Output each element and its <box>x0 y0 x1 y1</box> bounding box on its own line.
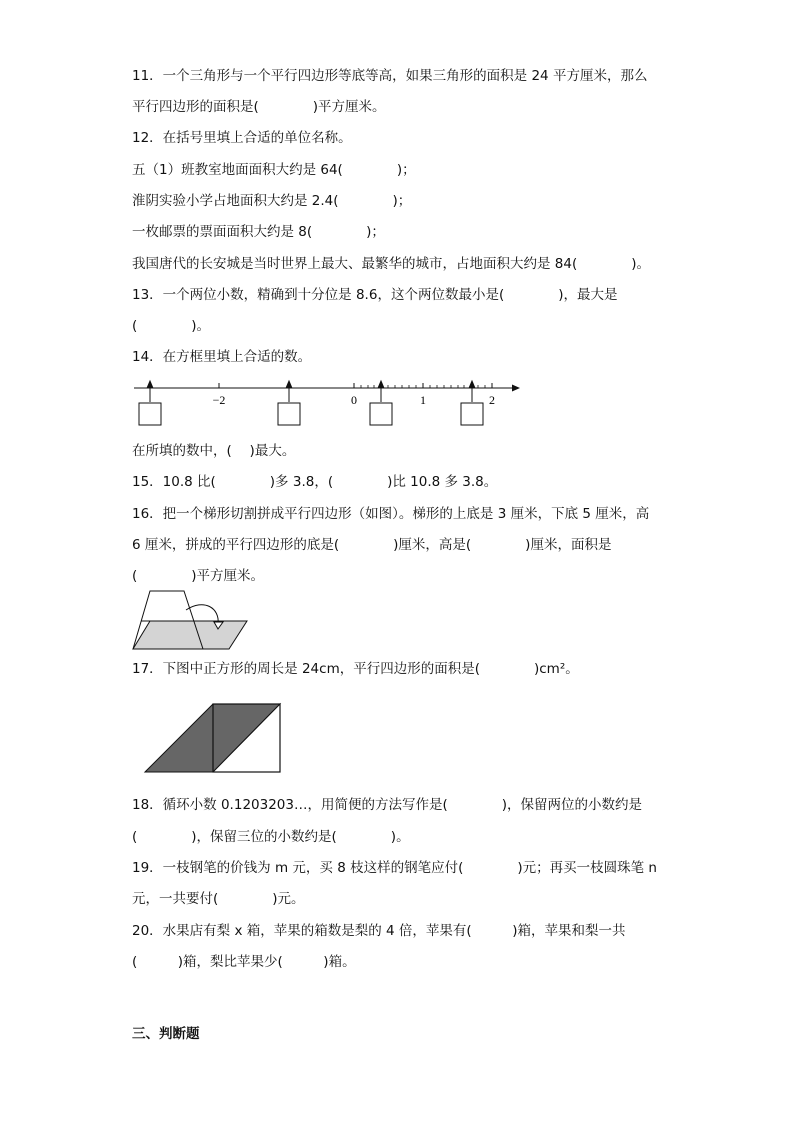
q14-tail: 在所填的数中，( )最大。 <box>132 443 296 459</box>
q11-line-2: 平行四边形的面积是( )平方厘米。 <box>132 99 386 115</box>
q12-item-c: 一枚邮票的票面面积大约是 8( )； <box>132 224 385 240</box>
q20-line-2: ( )箱，梨比苹果少( )箱。 <box>132 954 356 970</box>
q16-line-2: 6 厘米，拼成的平行四边形的底是( )厘米，高是( )厘米，面积是 <box>132 537 612 553</box>
q15-line-1: 15．10.8 比( )多 3.8，( )比 10.8 多 3.8。 <box>132 474 498 490</box>
q18-line-2: ( )，保留三位的小数约是( )。 <box>132 829 410 845</box>
q19-line-1: 19．一枝钢笔的价钱为 m 元，买 8 枝这样的钢笔应付( )元；再买一枝圆珠笔 n <box>132 860 657 876</box>
tick-label-neg2: −2 <box>212 393 226 407</box>
q19-line-2: 元，一共要付( )元。 <box>132 891 305 907</box>
q14-title: 14．在方框里填上合适的数。 <box>132 349 312 365</box>
number-line-arrowhead <box>512 385 520 392</box>
q13-line-1: 13．一个两位小数，精确到十分位是 8.6，这个两位数最小是( )，最大是 <box>132 287 618 303</box>
q16-line-1: 16．把一个梯形切割拼成平行四边形（如图）。梯形的上底是 3 厘米，下底 5 厘米，高 <box>132 506 650 522</box>
q11-line-1: 11．一个三角形与一个平行四边形等底等高，如果三角形的面积是 24 平方厘米，那么 <box>132 68 648 84</box>
parallelogram-shape <box>133 621 247 649</box>
square-parallelogram-figure <box>142 702 284 775</box>
q12-item-b: 淮阴实验小学占地面积大约是 2.4( )； <box>132 193 412 209</box>
q13-line-2: ( )。 <box>132 318 211 334</box>
q17-line-1: 17．下图中正方形的周长是 24cm，平行四边形的面积是( )cm²。 <box>132 661 579 677</box>
q20-line-1: 20．水果店有梨 x 箱，苹果的箱数是梨的 4 倍，苹果有( )箱，苹果和梨一共 <box>132 923 626 939</box>
trapezoid-to-parallelogram-figure <box>130 588 255 652</box>
section-3-heading: 三、判断题 <box>132 1026 200 1042</box>
q12-item-d: 我国唐代的长安城是当时世界上最大、最繁华的城市，占地面积大约是 84( )。 <box>132 256 651 272</box>
q18-line-1: 18．循环小数 0.1203203…，用简便的方法写作是( )，保留两位的小数约是 <box>132 797 643 813</box>
tick-label-0: 0 <box>351 393 357 407</box>
tick-label-2: 2 <box>489 393 495 407</box>
number-line-figure <box>128 376 528 430</box>
q12-item-a: 五（1）班教室地面面积大约是 64( )； <box>132 162 416 178</box>
tick-label-1: 1 <box>420 393 426 407</box>
q16-line-3: ( )平方厘米。 <box>132 568 265 584</box>
q12-title: 12．在括号里填上合适的单位名称。 <box>132 130 352 146</box>
